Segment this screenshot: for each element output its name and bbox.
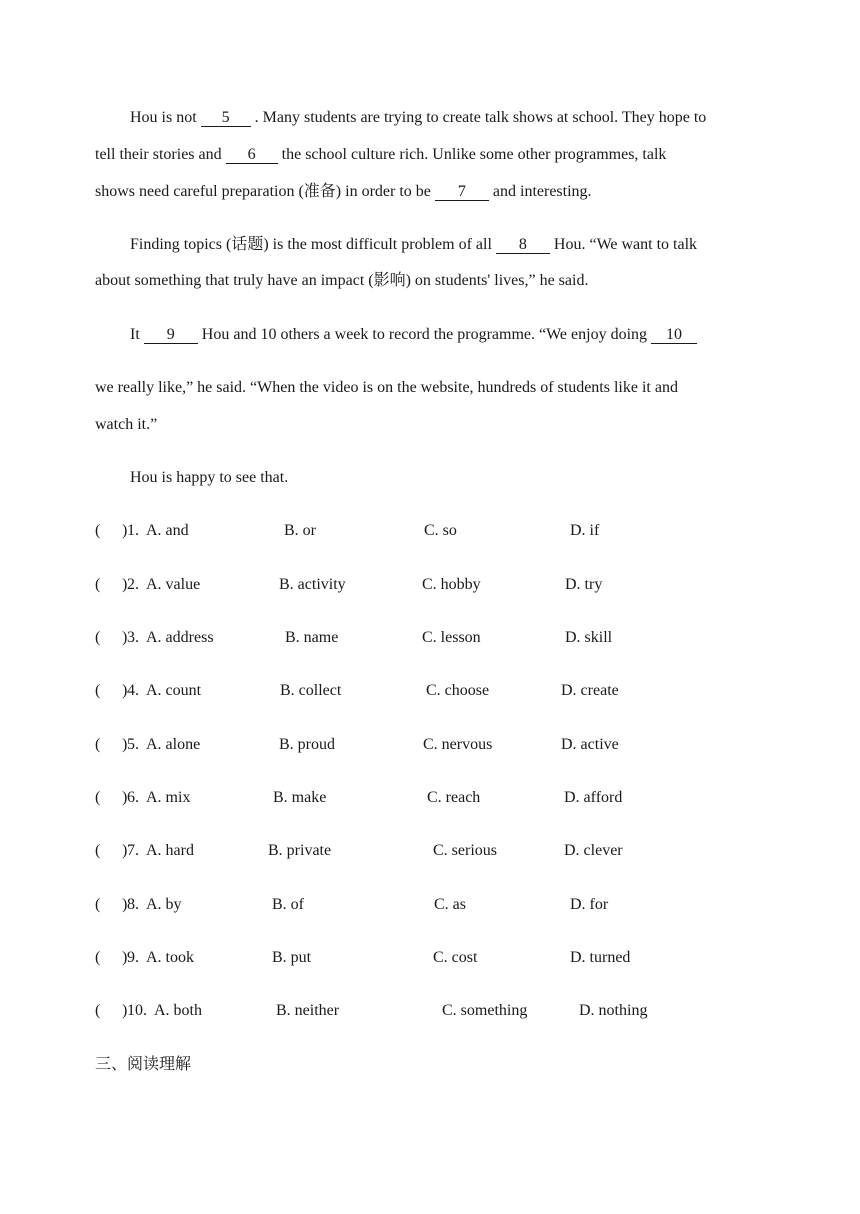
answer-paren-open: ( (95, 842, 101, 859)
option-d: D. if (570, 522, 600, 539)
option-a: A. count (146, 682, 202, 699)
option-b: B. proud (279, 736, 335, 753)
section-title: 三、阅读理解 (95, 1054, 192, 1073)
passage-line (95, 271, 588, 291)
question-number: 5. (127, 736, 139, 753)
passage-line (130, 108, 706, 128)
passage-text: Hou is happy to see that. (130, 469, 289, 486)
blank-7: 7 (435, 183, 489, 201)
answer-paren-open: ( (95, 1002, 101, 1019)
option-b: B. private (268, 842, 332, 859)
option-d: D. try (565, 576, 603, 593)
option-b: B. or (284, 522, 316, 539)
question-row (95, 895, 795, 915)
option-c: C. cost (433, 949, 478, 966)
option-a: A. took (146, 949, 194, 966)
option-c: C. lesson (422, 629, 481, 646)
question-row (95, 575, 795, 595)
question-row (95, 841, 795, 861)
question-number: 10. (127, 1002, 147, 1019)
option-c: C. as (434, 896, 466, 913)
passage-text: watch it.” (95, 416, 158, 433)
passage-line (130, 325, 701, 345)
passage-text: the school culture rich. Unlike some other programmes, talk (281, 146, 667, 163)
question-row (95, 788, 795, 808)
passage-text: about something that truly have an impact (影响) on students' lives,” he said. (95, 272, 589, 289)
question-row (95, 628, 795, 648)
blank-5: 5 (201, 109, 251, 127)
answer-paren-open: ( (95, 682, 101, 699)
option-a: A. hard (146, 842, 194, 859)
answer-paren-close: ) (122, 522, 128, 539)
option-b: B. put (272, 949, 312, 966)
passage-text: Hou is not (130, 109, 197, 126)
option-c: C. reach (427, 789, 481, 806)
passage-text: Hou. “We want to talk (553, 236, 698, 253)
option-a: A. address (146, 629, 214, 646)
passage-text: shows need careful preparation (准备) in order to be (95, 183, 431, 200)
answer-paren-close: ) (122, 949, 128, 966)
option-d: D. afford (564, 789, 623, 806)
passage-line (95, 145, 666, 165)
passage-text: Hou and 10 others a week to record the programme. “We enjoy doing (201, 326, 648, 343)
question-number: 7. (127, 842, 139, 859)
passage-line (95, 415, 157, 435)
blank-10: 10 (651, 326, 697, 344)
blank-9: 9 (144, 326, 198, 344)
answer-paren-close: ) (122, 629, 128, 646)
answer-paren-open: ( (95, 949, 101, 966)
option-d: D. for (570, 896, 609, 913)
answer-paren-open: ( (95, 736, 101, 753)
question-row (95, 735, 795, 755)
answer-paren-open: ( (95, 629, 101, 646)
option-b: B. of (272, 896, 304, 913)
option-a: A. mix (146, 789, 191, 806)
option-c: C. choose (426, 682, 490, 699)
answer-paren-close: ) (122, 789, 128, 806)
question-row (95, 681, 795, 701)
option-a: A. and (146, 522, 189, 539)
option-b: B. make (273, 789, 327, 806)
question-number: 2. (127, 576, 139, 593)
answer-paren-close: ) (122, 736, 128, 753)
option-a: A. alone (146, 736, 201, 753)
option-c: C. hobby (422, 576, 481, 593)
answer-paren-open: ( (95, 576, 101, 593)
passage-line (95, 182, 592, 202)
answer-paren-close: ) (122, 1002, 128, 1019)
question-row (95, 1001, 795, 1021)
answer-paren-close: ) (122, 682, 128, 699)
option-d: D. clever (564, 842, 623, 859)
passage-text: and interesting. (492, 183, 592, 200)
passage-line (95, 378, 678, 398)
option-d: D. active (561, 736, 619, 753)
answer-paren-open: ( (95, 522, 101, 539)
passage-text: . Many students are trying to create talk shows at school. They hope to (254, 109, 707, 126)
option-c: C. serious (433, 842, 497, 859)
passage-line (130, 468, 288, 488)
option-c: C. so (424, 522, 457, 539)
option-b: B. name (285, 629, 339, 646)
passage-text: tell their stories and (95, 146, 222, 163)
option-c: C. nervous (423, 736, 493, 753)
passage-text: we really like,” he said. “When the video is on the website, hundreds of students like it and (95, 379, 678, 396)
question-number: 8. (127, 896, 139, 913)
option-d: D. nothing (579, 1002, 648, 1019)
option-a: A. value (146, 576, 201, 593)
option-b: B. activity (279, 576, 346, 593)
option-c: C. something (442, 1002, 528, 1019)
option-d: D. create (561, 682, 619, 699)
option-d: D. turned (570, 949, 631, 966)
option-b: B. collect (280, 682, 342, 699)
option-a: A. both (154, 1002, 202, 1019)
blank-6: 6 (226, 146, 278, 164)
answer-paren-open: ( (95, 896, 101, 913)
question-number: 9. (127, 949, 139, 966)
answer-paren-close: ) (122, 842, 128, 859)
answer-paren-close: ) (122, 576, 128, 593)
passage-line (130, 235, 697, 255)
option-d: D. skill (565, 629, 613, 646)
passage-text: It (130, 326, 140, 343)
question-row (95, 521, 795, 541)
answer-paren-open: ( (95, 789, 101, 806)
blank-8: 8 (496, 236, 550, 254)
passage-text: Finding topics (话题) is the most difficult problem of all (130, 236, 492, 253)
question-number: 4. (127, 682, 139, 699)
question-number: 3. (127, 629, 139, 646)
option-a: A. by (146, 896, 182, 913)
answer-paren-close: ) (122, 896, 128, 913)
question-number: 6. (127, 789, 139, 806)
option-b: B. neither (276, 1002, 340, 1019)
question-row (95, 948, 795, 968)
question-number: 1. (127, 522, 139, 539)
